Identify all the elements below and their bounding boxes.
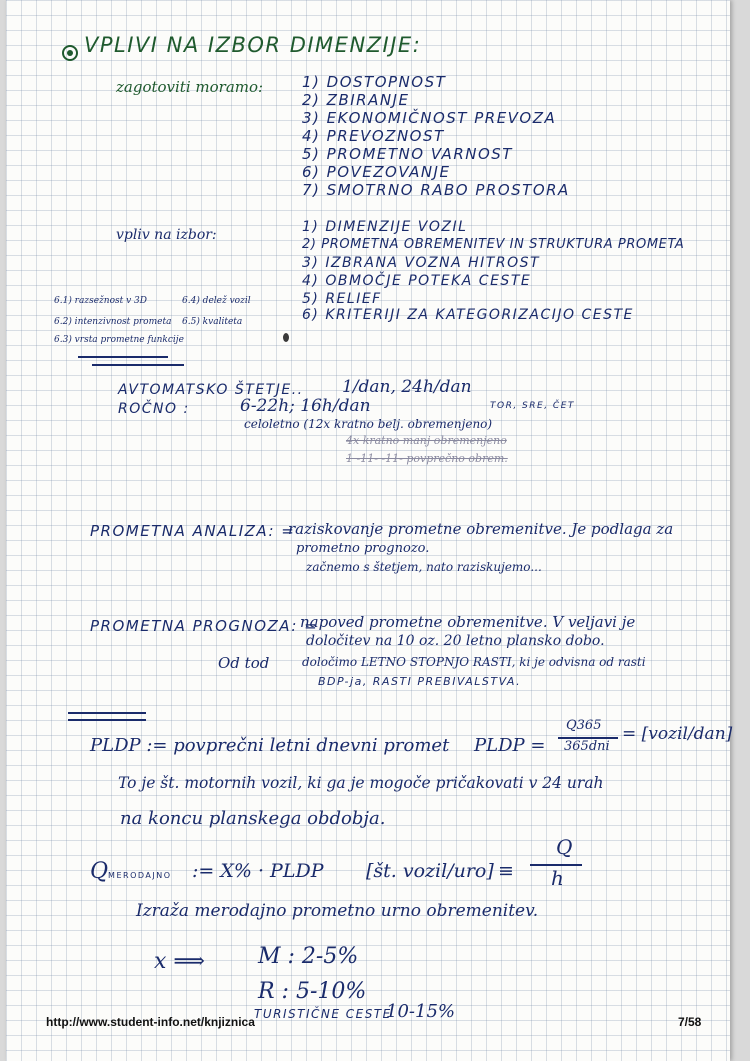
list-item: 4) PREVOZNOST	[302, 127, 445, 145]
pldp-definition: PLDP := povprečni letni dnevni promet	[90, 735, 450, 756]
pldp-formula-lhs: PLDP =	[474, 735, 546, 756]
list-item: 6) KRITERIJI ZA KATEGORIZACIJO CESTE	[302, 307, 634, 323]
analysis-label: PROMETNA ANALIZA: =	[90, 522, 296, 540]
faint-note: 1 -11- -11- povprečno obrem.	[346, 452, 508, 465]
divider	[78, 356, 168, 358]
forecast-label: PROMETNA PROGNOZA: =	[90, 617, 319, 635]
list-item: 2) ZBIRANJE	[302, 91, 410, 109]
pldp-line: na koncu planskega obdobja.	[120, 808, 386, 829]
q-symbol: Q	[90, 859, 109, 884]
list-item: 1) DOSTOPNOST	[302, 73, 447, 91]
ink-blot	[283, 333, 289, 342]
page-number: 7/58	[678, 1015, 702, 1029]
section1-label: zagotoviti moramo:	[116, 78, 264, 96]
side-note: 6.4) delež vozil	[182, 296, 251, 306]
x-value-t-label: TURISTIČNE CESTE	[254, 1007, 392, 1021]
q-subscript: MERODAJNO	[108, 871, 172, 880]
list-item: 4) OBMOČJE POTEKA CESTE	[302, 273, 532, 289]
side-note: 6.1) razsežnost v 3D	[54, 296, 147, 306]
list-item: 3) EKONOMIČNOST PREVOZA	[302, 109, 557, 127]
list-item: 5) RELIEF	[302, 291, 382, 307]
q-merod-num: Q	[556, 835, 573, 859]
pldp-unit: = [vozil/dan]	[622, 724, 733, 744]
forecast-line: določimo LETNO STOPNJO RASTI, ki je odvisna od rasti	[302, 655, 646, 669]
list-item: 5) PROMETNO VARNOST	[302, 145, 513, 163]
manual-count-label: ROČNO :	[118, 401, 190, 417]
q-merod-den: h	[551, 866, 564, 890]
q-merod-desc: Izraža merodajno prometno urno obremenitev.	[136, 901, 539, 921]
list-item: 2) PROMETNA OBREMENITEV IN STRUKTURA PROMETA	[302, 237, 685, 252]
q-merod-unit: [št. vozil/uro]	[366, 860, 494, 882]
q-merod-lhs	[90, 860, 172, 883]
forecast-line: Od tod	[218, 654, 270, 672]
list-item: 6) POVEZOVANJE	[302, 163, 451, 181]
divider	[92, 364, 184, 366]
side-note: 6.5) kvaliteta	[182, 317, 243, 327]
q-merod-equation: := X% · PLDP	[192, 860, 324, 882]
list-item: 1) DIMENZIJE VOZIL	[302, 219, 468, 235]
manual-count-value: 6-22h; 16h/dan	[240, 396, 371, 416]
faint-note: 4x kratno manj obremenjeno	[346, 434, 507, 447]
heading-bullet-icon	[62, 45, 78, 61]
side-note: 6.3) vrsta prometne funkcije	[54, 335, 184, 345]
pldp-line: To je št. motornih vozil, ki ga je mogoče pričakovati v 24 urah	[118, 774, 604, 792]
page-heading: VPLIVI NA IZBOR DIMENZIJE:	[84, 33, 422, 57]
forecast-line: napoved prometne obremenitve. V veljavi je	[300, 613, 636, 631]
analysis-line: raziskovanje prometne obremenitve. Je podlaga za	[288, 520, 674, 538]
pldp-numerator: Q365	[566, 718, 602, 733]
forecast-line: določitev na 10 oz. 20 letno plansko dobo.	[306, 633, 605, 649]
analysis-line: prometno prognozo.	[296, 541, 430, 556]
q-merod-equiv: ≡	[498, 860, 514, 882]
manual-count-days: TOR, SRE, ČET	[490, 401, 575, 411]
list-item: 7) SMOTRNO RABO PROSTORA	[302, 181, 570, 199]
auto-count-label: AVTOMATSKO ŠTETJE..	[118, 382, 304, 398]
divider	[68, 712, 146, 714]
source-url[interactable]: http://www.student-info.net/knjiznica	[46, 1015, 255, 1029]
analysis-line: začnemo s štetjem, nato raziskujemo...	[306, 560, 542, 574]
notebook-page	[6, 0, 733, 1061]
x-value-t: 10-15%	[386, 1001, 455, 1022]
yearly-count: celoletno (12x kratno belj. obremenjeno)	[244, 417, 493, 431]
x-value-r: R : 5-10%	[258, 979, 367, 1004]
divider	[68, 719, 146, 721]
list-item: 3) IZBRANA VOZNA HITROST	[302, 255, 541, 271]
pldp-denominator: 365dni	[564, 739, 610, 754]
x-arrow: x ⟹	[154, 949, 205, 974]
side-note: 6.2) intenzivnost prometa	[54, 317, 172, 327]
x-value-m: M : 2-5%	[258, 944, 359, 969]
section2-label: vpliv na izbor:	[116, 227, 217, 243]
auto-count-value: 1/dan, 24h/dan	[342, 377, 472, 397]
forecast-line: BDP-ja, RASTI PREBIVALSTVA.	[318, 675, 522, 688]
